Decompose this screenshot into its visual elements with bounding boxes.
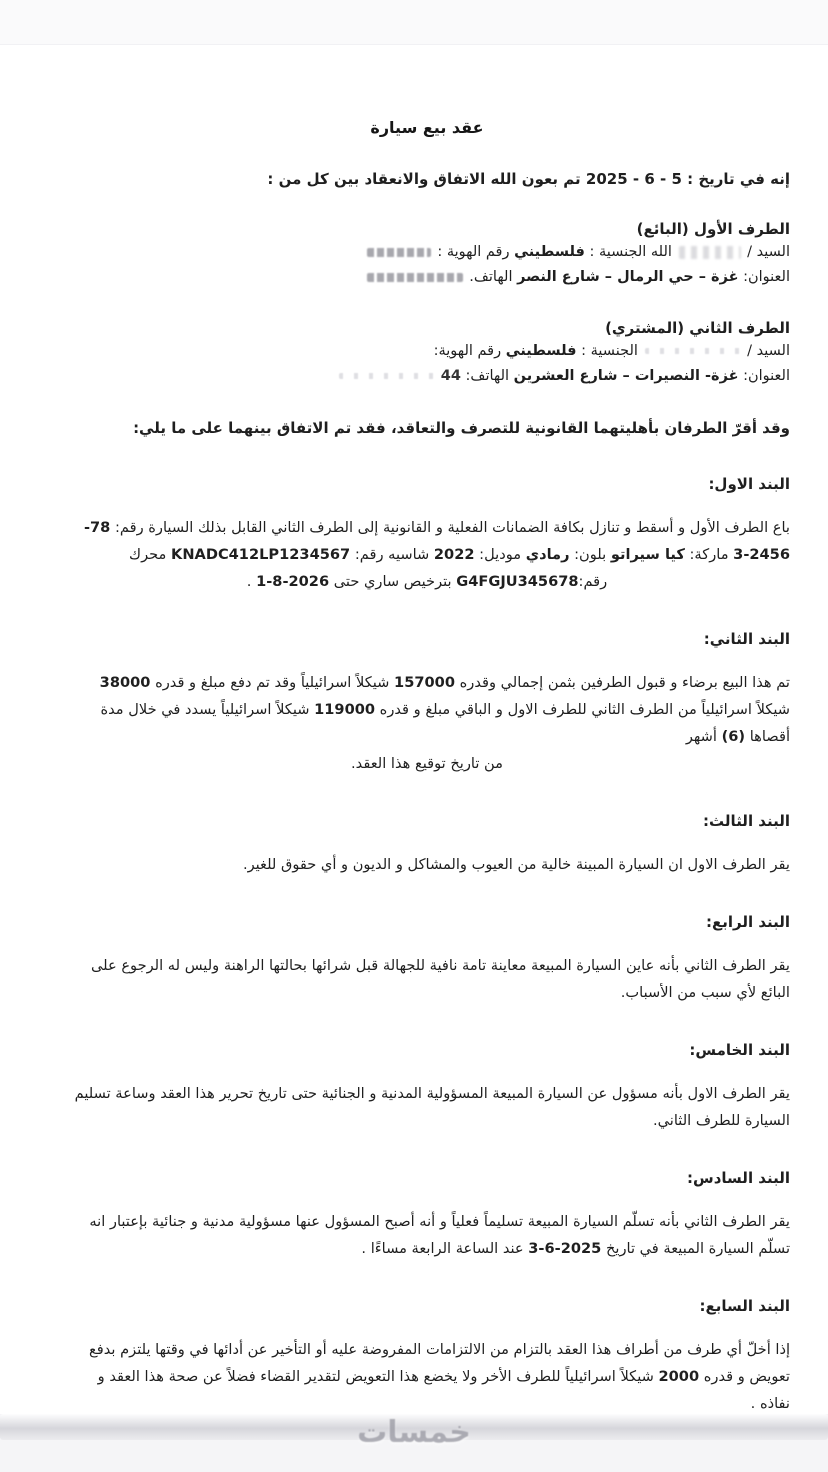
document-title: عقد بيع سيارة [370, 118, 484, 137]
party-buyer-identity-line [64, 339, 790, 364]
text-segment: محرك [129, 546, 172, 563]
watermark-text: خمسات [357, 1415, 471, 1450]
text-segment: شيكلاً اسرائيلياً يسدد في خلال مدة أقصاها [100, 701, 790, 745]
clause-6-section [64, 1167, 790, 1262]
page-footer [0, 1414, 828, 1472]
text-segment: شيكلاً اسرائيلياً وقد تم دفع مبلغ و قدره [150, 674, 395, 691]
text-segment: 2000 [658, 1368, 700, 1385]
text-segment: عند الساعة الرابعة مساءًا . [361, 1240, 529, 1257]
text-segment: العنوان: [738, 269, 790, 285]
party-seller-section [64, 218, 790, 290]
text-segment: الهاتف: [460, 368, 514, 384]
clause-1-last-line [64, 568, 790, 595]
text-segment: KNADC412LP1234567 [171, 546, 351, 563]
text-segment: السيد / [742, 244, 790, 260]
text-segment: فلسطيني [514, 244, 585, 260]
clause-4-section [64, 911, 790, 1006]
text-segment: السيد / [742, 343, 790, 359]
text-segment: فلسطيني [505, 343, 577, 359]
clause-5-heading: البند الخامس: [689, 1041, 790, 1059]
clause-2-section [64, 628, 790, 777]
clause-2-body [64, 669, 790, 750]
redacted-buyer-name [645, 348, 741, 354]
intro-date-line [64, 167, 790, 191]
text-segment: (6) [721, 728, 746, 745]
text-segment: أشهر [685, 728, 722, 745]
clause-7-section [64, 1295, 790, 1417]
clause-7-heading: البند السابع: [699, 1297, 790, 1315]
text-segment: العنوان: [738, 368, 790, 384]
text-segment: 2026-8-1 [256, 573, 330, 590]
redacted-seller-name [679, 246, 741, 259]
text-segment: باع الطرف الأول و أسقط و تنازل بكافة الضمانات الفعلية و القانونية إلى الطرف الثاني القابل بذلك السيارة رقم: [110, 519, 790, 536]
party-seller-heading: الطرف الأول (البائع) [636, 220, 790, 238]
clause-6-body [64, 1208, 790, 1262]
text-segment: يقر الطرف الاول ان السيارة المبينة خالية من العيوب والمشاكل و الديون و أي حقوق للغير. [242, 856, 790, 873]
text-segment: 2025-6-3 [528, 1240, 602, 1257]
text-segment: إذا أخلّ أي طرف من أطراف هذا العقد بالتزام من الالتزامات المفروضة عليه أو التأخير عن أدائها في وقتها يلتزم بدفع تعويض و قدره [89, 1341, 790, 1385]
clause-5-section [64, 1039, 790, 1134]
text-segment: ماركة: [684, 546, 734, 563]
text-segment: رقم الهوية : [432, 244, 515, 260]
redacted-seller-id-number [367, 248, 431, 257]
text-segment: يقر الطرف الثاني بأنه عاين السيارة المبيعة معاينة تامة نافية للجهالة قبل شرائها بحالتها الراهنة وليس له الرجوع على البائع لأي سبب من الأسباب. [90, 957, 790, 1001]
text-segment: تم هذا البيع برضاء و قبول الطرفين بثمن إجمالي وقدره [454, 674, 790, 691]
party-seller-address-line [64, 265, 790, 290]
clause-7-body [64, 1336, 790, 1417]
clause-3-section [64, 810, 790, 878]
text-segment: الهاتف. [464, 269, 518, 285]
clause-2-heading: البند الثاني: [703, 630, 790, 648]
redacted-buyer-phone [339, 373, 439, 379]
text-segment: كيا سيراتو [610, 546, 685, 563]
text-segment: إنه في تاريخ : 5 - 6 - 2025 تم بعون الله الاتفاق والانعقاد بين كل من : [267, 170, 790, 188]
party-buyer-address-line [64, 364, 790, 389]
text-segment: رقم الهوية: [433, 343, 506, 359]
party-buyer-section [64, 317, 790, 389]
clause-1-section [64, 473, 790, 595]
text-segment: موديل: [474, 546, 526, 563]
text-segment: الجنسية : [576, 343, 643, 359]
clause-4-heading: البند الرابع: [705, 913, 790, 931]
text-segment: رقم: [578, 573, 608, 590]
text-segment: وقد أقرّ الطرفان بأهليتهما القانونية للتصرف والتعاقد، فقد تم الاتفاق بينهما على ما يلي: [133, 419, 790, 437]
text-segment: شيكلاً اسرائيلياً من الطرف الثاني للطرف الاول و الباقي مبلغ و قدره [375, 701, 790, 718]
text-segment: رمادي [525, 546, 570, 563]
text-segment: بترخيص ساري حتى [329, 573, 457, 590]
text-segment: 38000 [99, 674, 151, 691]
agreement-declaration-line [64, 416, 790, 440]
text-segment: يقر الطرف الاول بأنه مسؤول عن السيارة المبيعة المسؤولية المدنية و الجنائية حتى تاريخ تحرير هذا العقد وساعة تسليم السيارة للطرف الثاني. [74, 1085, 790, 1129]
text-segment: بلون: [569, 546, 611, 563]
text-segment: شاسيه رقم: [350, 546, 434, 563]
clause-4-body [64, 952, 790, 1006]
party-seller-identity-line [64, 240, 790, 265]
text-segment: 78-2456-3 [83, 519, 790, 563]
text-segment: . [246, 573, 257, 590]
clause-3-body [64, 851, 790, 878]
clause-6-heading: البند السادس: [687, 1169, 790, 1187]
clause-1-heading: البند الاول: [708, 475, 790, 493]
text-segment: غزة- النصيرات – شارع العشرين [513, 368, 739, 384]
text-segment: 2022 [433, 546, 475, 563]
clause-1-body [64, 514, 790, 568]
text-segment: 157000 [394, 674, 455, 691]
party-buyer-heading: الطرف الثاني (المشتري) [605, 319, 790, 337]
text-segment: 119000 [314, 701, 376, 718]
redacted-seller-phone [367, 273, 463, 282]
text-segment: غزة – حي الرمال – شارع النصر [517, 269, 739, 285]
text-segment: يقر الطرف الثاني بأنه تسلّم السيارة المبيعة تسليماً فعلياً و أنه أصبح المسؤول عنها مسؤولية مدنية و جنائية بإعتبار انه تسلّم السيارة المبيعة في تاريخ [89, 1213, 790, 1257]
text-segment: الله الجنسية : [584, 244, 677, 260]
text-segment: 44 [440, 368, 461, 384]
clause-2-last-line [64, 750, 790, 777]
clause-3-heading: البند الثالث: [703, 812, 790, 830]
text-segment: G4FGJU345678 [456, 573, 579, 590]
text-segment: شيكلاً اسرائيلياً للطرف الأخر ولا يخضع هذا التعويض لتقدير القضاء فضلاً عن صحة هذا العقد و نفاذه . [97, 1368, 790, 1412]
clause-5-body [64, 1080, 790, 1134]
text-segment: من تاريخ توقيع هذا العقد. [351, 755, 503, 772]
